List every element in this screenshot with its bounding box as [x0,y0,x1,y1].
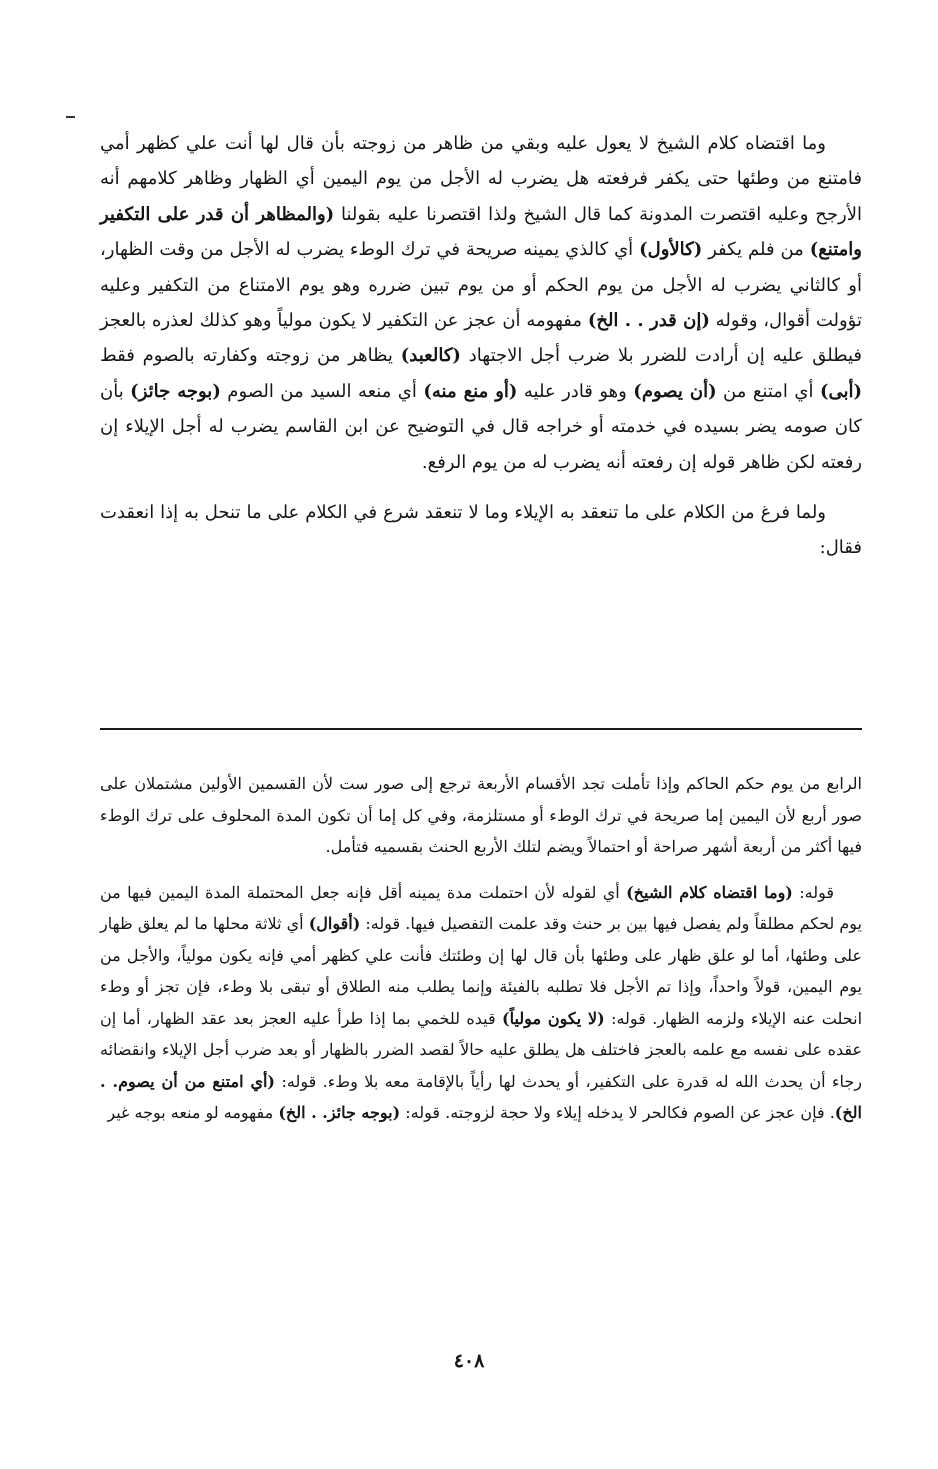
bold-quote: (إن قدر . . الخ) [587,310,710,332]
bold-quote: (أي امتنع من أن يصوم. . الخ) [100,1071,862,1122]
bold-quote: (بوجه جائز) [130,380,221,402]
bold-quote: (أن يصوم) [633,380,717,402]
bold-quote: (أقوال) [308,914,361,933]
bold-quote: (لا يكون مولياً) [502,1008,605,1028]
text-segment: أي منعه السيد من الصوم [220,380,424,402]
text-segment: مفهومه أن عجز عن التكفير لا يكون مولياً وهو كذلك لعذره بالعجز فيطلق عليه إن أرادت للضرر بلا ضرب أجل الاجتهاد [100,310,862,367]
bold-quote: (بوجه جائز. . الخ) [278,1103,401,1122]
text-segment: يظاهر من زوجته وكفارته بالصوم فقط [100,345,401,367]
text-segment: من فلم يكفر [702,239,810,261]
text-segment: أي امتنع من [716,380,820,402]
text-segment: وهو قادر عليه [517,380,634,402]
text-segment: قيده للخمي بما إذا طرأ عليه العجز بعد عقد الظهار، أما إن عقده على نفسه مع علمه بالعجز فاختلف هل يطلق عليه حالاً لقصد الضرر بالظهار أو بعد ضرب أجل الإيلاء وانقضائه رجاء أن يحدث الله له قدرة على التكفير، أو يحدث لها رأياً بالإقامة معه بلا وطء. قوله: [100,1008,863,1091]
text-segment: . فإن عجز عن الصوم فكالحر لا يدخله إيلاء ولا حجة لزوجته. قوله: [400,1103,835,1122]
bold-quote: (أو منع منه) [423,380,518,402]
footnote-divider [100,728,862,730]
footnote-paragraph-1: الرابع من يوم حكم الحاكم وإذا تأملت تجد الأقسام الأربعة ترجع إلى صور ست لأن القسمين الأولين مشتملان على صور أربع لأن اليمين إما صريحة في ترك الوطء أو مستلزمة، وفي كل إما أن تكون المدة المحلوف على ترك الوطء فيها أكثر من أربعة أشهر صراحة أو احتمالاً ويضم لتلك الأربع الحنث بقسميه فتأمل. [100,774,862,856]
text-segment: قوله: [792,882,835,902]
text-segment: أي كالذي يمينه صريحة في ترك الوطء يضرب له الأجل من وقت الظهار، أو كالثاني يضرب له الأجل من يوم الحكم أو من يوم تبين ضرره وهو يوم الامتناع من التكفير وعليه تؤولت أقوال، وقوله [100,239,862,332]
footnote-paragraph-2 [100,877,862,1129]
page-number: ٤٠٨ [453,1350,485,1372]
text-segment: أي ثلاثة محلها ما لم يعلق ظهار على وطئها، أما لو علق ظهار على وطئها بأن قال لها إن وطئتك فأنت علي كظهر أمي فإنه يكون مولياً، والأجل من يوم اليمين، قولاً واحداً، وإذا تم الأجل فلا تطلبه بالفيئة وإنما يطلب منه الطلاق أو تبقى بلا وطء، فإن تجز أو وطء انحلت عنه الإيلاء ولزمه الظهار. قوله: [100,914,863,1028]
bold-quote: (أبى) [819,380,862,402]
main-paragraph-2: ولما فرغ من الكلام على ما تنعقد به الإيلاء وما لا تنعقد شرع في الكلام على ما تنحل به إذا انعقدت فقال: [100,502,862,559]
text-segment: أي لقوله لأن احتملت مدة يمينه أقل فإنه جعل المحتملة المدة اليمين فيها من يوم لحكم مطلقاً ولم يفصل فيها بين بر حنث وقد علمت التفصيل فيها. قوله: [100,882,863,933]
bold-quote: (كالأول) [639,239,703,261]
scan-mark [66,116,75,118]
footnotes [100,768,862,1129]
bold-quote: (كالعبد) [400,345,461,367]
main-paragraph-1 [100,126,862,480]
bold-quote: (وما اقتضاه كلام الشيخ) [626,882,793,902]
bold-quote: (والمظاهر أن قدر على التكفير وامتنع) [100,203,862,261]
text-segment: مفهومه لو منعه بوجه غير [107,1103,279,1122]
text-segment: بأن كان صومه يضر بسيده في خدمته أو خراجه قال في التوضيح عن ابن القاسم يضرب له أجل الإيلاء إن رفعته لكن ظاهر قوله إن رفعته أنه يضرب له من يوم الرفع. [100,380,862,473]
main-text [100,126,862,566]
text-segment: وما اقتضاه كلام الشيخ لا يعول عليه وبقي من ظاهر من زوجته بأن قال لها أنت علي كظهر أمي فامتنع من وطئها حتى يكفر فرفعته هل يضرب له الأجل من يوم اليمين أي الظهار وظاهر كلامهم أنه الأرجح وعليه اقتصرت المدونة كما قال الشيخ ولذا اقتصرنا عليه بقولنا [100,133,862,225]
